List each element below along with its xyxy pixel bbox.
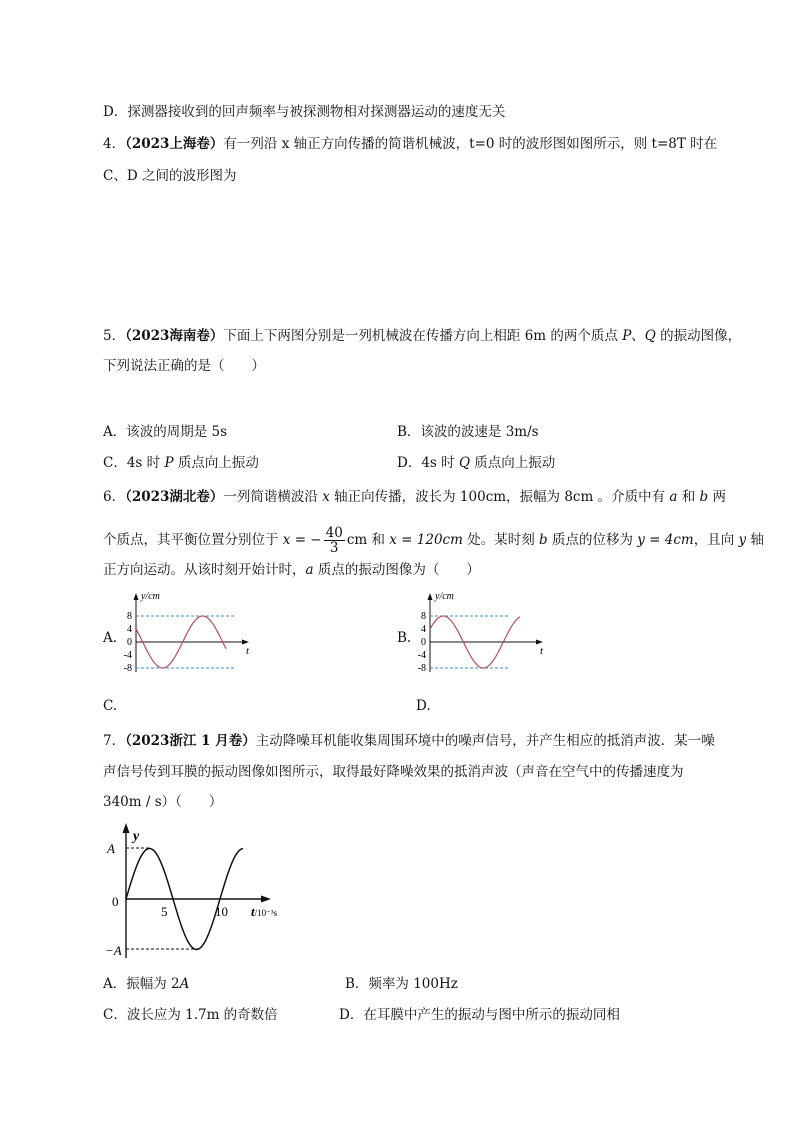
y-axis-label: y	[133, 829, 140, 844]
q6-frac-den: 3	[329, 540, 339, 556]
x-axis-label	[251, 904, 278, 919]
q4-text: 有一列沿 x 轴正方向传播的简谐机械波，t=0 时的波形图如图所示，则 t=8T 时在	[223, 136, 718, 152]
q5-text-a: 下面上下两图分别是一列机械波在传播方向上相距 6m 的两个质点	[223, 328, 623, 344]
amplitude-label: A	[107, 841, 115, 856]
q5-d-var: Q	[458, 455, 471, 471]
q6-number: 6．	[103, 489, 126, 505]
q6-var-x: x	[322, 489, 330, 505]
tick-8: 8	[421, 611, 426, 622]
q7-option-b: B．频率为 100Hz	[345, 976, 458, 992]
q6-option-c-label: C.	[103, 698, 118, 714]
q6-l2b: 处。某时刻	[462, 532, 539, 548]
q6-l1b: 轴正向传播，波长为 100cm，振幅为 8cm 。介质中有	[329, 489, 670, 505]
q4-number: 4．	[103, 136, 126, 152]
tick-8: 8	[127, 611, 132, 622]
q6-cm1: cm 和	[346, 532, 390, 548]
tick-neg8: -8	[123, 663, 132, 674]
q6-l1a: 一列简谐横波沿	[223, 489, 323, 505]
x-axis-arrow	[536, 640, 543, 645]
q5-option-c	[103, 455, 259, 471]
q7-number: 7．	[103, 733, 126, 749]
q6-var-a2: a	[305, 562, 314, 578]
q5-option-a: A．该波的周期是 5s	[103, 424, 228, 440]
tick-4: 4	[127, 624, 132, 635]
q6-frac-num: 40	[325, 525, 343, 541]
q7-line2: 声信号传到耳膜的振动图像如图所示，取得最好降噪效果的抵消声波（声音在空气中的传播速度为	[103, 764, 684, 780]
tick-10: 10	[215, 904, 228, 919]
y-axis-label: y/cm	[141, 591, 160, 602]
origin-label: 0	[112, 894, 119, 909]
q6-option-a-label: A.	[103, 630, 118, 646]
tick-0: 0	[421, 637, 426, 648]
x-axis-arrow	[261, 896, 271, 903]
q5-c-post: 质点向上振动	[173, 455, 259, 471]
q4-line1	[103, 136, 717, 152]
q5-text-b: 的振动图像，	[655, 328, 742, 344]
q7-line3: 340m / s）（ ）	[103, 794, 223, 810]
neg-amplitude-label: −A	[105, 943, 122, 958]
q6-line1	[103, 489, 726, 505]
q6-fraction	[324, 526, 345, 555]
q7-option-a	[103, 976, 189, 992]
q5-source: （2023海南卷）	[125, 328, 224, 344]
q6-l2c: 质点的位移为	[547, 532, 638, 548]
q6-graph-a	[116, 588, 258, 676]
q5-var-p: P	[622, 328, 632, 344]
q6-eq2: x = 120cm	[389, 532, 463, 548]
y-axis-arrow	[123, 823, 130, 833]
q6-l2e: 轴	[746, 532, 764, 548]
q5-c-var: P	[164, 455, 174, 471]
q5-option-b: B．该波的波速是 3m/s	[397, 424, 539, 440]
q6-l2a: 个质点，其平衡位置分别位于	[103, 532, 283, 548]
q7-a-var: A	[179, 976, 190, 992]
y-axis-arrow	[134, 593, 139, 600]
q5-line1	[103, 328, 741, 344]
q5-number: 5．	[103, 328, 126, 344]
q5-c-pre: C．4s 时	[103, 455, 165, 471]
q6-line3	[103, 562, 480, 578]
q6-eq1: x = −	[282, 532, 322, 548]
q5-d-post: 质点向上振动	[470, 455, 556, 471]
q6-eq3: y = 4cm	[637, 532, 694, 548]
q5-line2: 下列说法正确的是（ ）	[103, 358, 265, 374]
q3-option-d: D．探测器接收到的回声频率与被探测物相对探测器运动的速度无关	[103, 104, 506, 120]
q5-var-q: Q	[644, 328, 656, 344]
q4-line2: C、D 之间的波形图为	[103, 168, 237, 184]
q7-source: （2023浙江 1 月卷）	[125, 733, 256, 749]
q6-option-d-label: D.	[416, 698, 431, 714]
q7-graph	[103, 820, 288, 960]
tick-neg8: -8	[417, 663, 426, 674]
q6-l3b: 质点的振动图像为（ ）	[313, 562, 480, 578]
q6-option-b-label: B.	[397, 630, 412, 646]
q6-l2d: ，且向	[693, 532, 739, 548]
y-axis-label: y/cm	[435, 591, 454, 602]
q7-line1	[103, 733, 715, 749]
tick-5: 5	[161, 904, 168, 919]
tick-0: 0	[127, 637, 132, 648]
q5-sep: 、	[631, 328, 645, 344]
x-axis-t: t	[251, 904, 255, 919]
q7-option-d: D．在耳膜中产生的振动与图中所示的振动同相	[339, 1007, 620, 1023]
q6-graph-b	[410, 588, 552, 676]
q6-line2	[103, 526, 764, 555]
q4-source: （2023上海卷）	[125, 136, 224, 152]
q6-source: （2023湖北卷）	[125, 489, 224, 505]
x-axis-label: t	[246, 645, 250, 657]
tick-neg4: -4	[417, 650, 426, 661]
q6-l3a: 正方向运动。从该时刻开始计时，	[103, 562, 306, 578]
x-axis-unit: /10⁻³s	[254, 908, 278, 918]
x-axis-arrow	[242, 640, 249, 645]
tick-4: 4	[421, 624, 426, 635]
x-axis-label: t	[540, 645, 544, 657]
q6-and: 和	[677, 489, 700, 505]
q7-a-pre: A．振幅为 2	[103, 976, 180, 992]
y-axis-arrow	[428, 593, 433, 600]
q5-option-d	[397, 455, 555, 471]
q6-l1c: 两	[708, 489, 726, 505]
q6-var-y: y	[738, 532, 747, 548]
tick-neg4: -4	[123, 650, 132, 661]
q7-option-c: C．波长应为 1.7m 的奇数倍	[103, 1007, 278, 1023]
q6-var-b2: b	[539, 532, 548, 548]
q6-var-a: a	[669, 489, 678, 505]
q7-text1: 主动降噪耳机能收集周围环境中的噪声信号，并产生相应的抵消声波．某一噪	[255, 733, 715, 749]
q6-var-b: b	[699, 489, 709, 505]
q5-d-pre: D．4s 时	[397, 455, 459, 471]
